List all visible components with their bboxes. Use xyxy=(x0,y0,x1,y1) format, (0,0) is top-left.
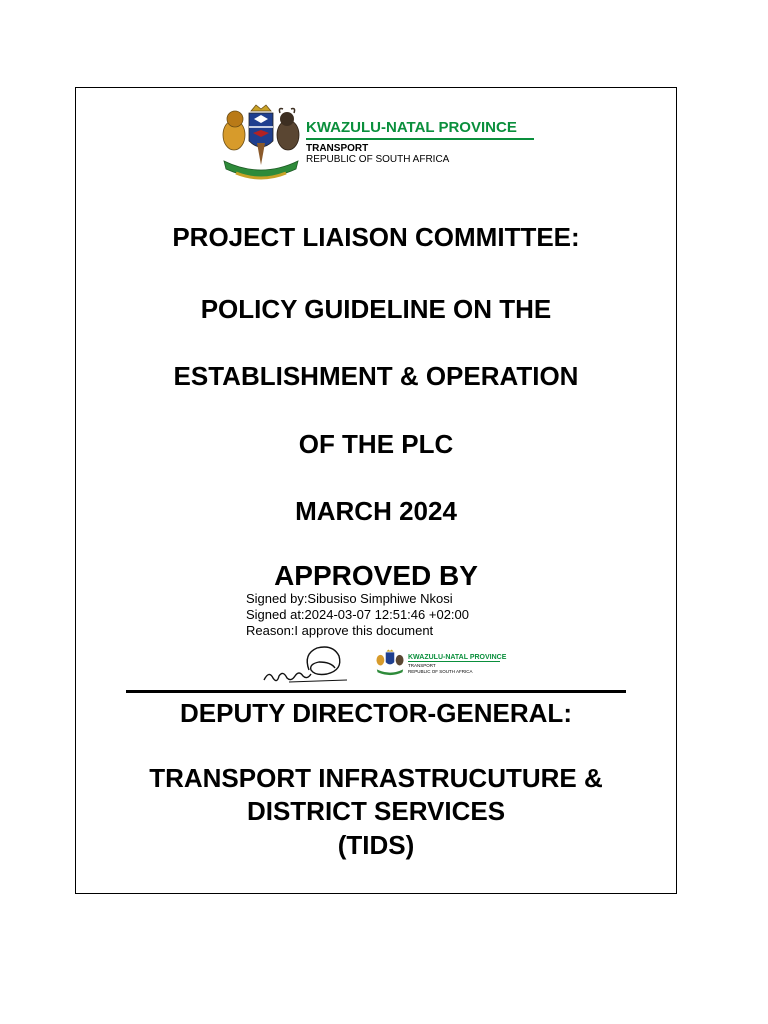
coat-of-arms-icon xyxy=(216,103,306,183)
country-name: REPUBLIC OF SOUTH AFRICA xyxy=(306,154,450,165)
approved-by-heading: APPROVED BY xyxy=(274,560,478,591)
signature-stamp-logo xyxy=(374,646,507,680)
unit-abbreviation: (TIDS) xyxy=(337,830,415,860)
stamp-province: KWAZULU-NATAL PROVINCE xyxy=(408,654,507,661)
province-name: KWAZULU-NATAL PROVINCE xyxy=(306,119,534,140)
signed-at-text: Signed at:2024-03-07 12:51:46 +02:00 xyxy=(246,607,469,622)
mini-coat-of-arms-icon xyxy=(374,646,406,680)
document-title-line-4: OF THE PLC xyxy=(298,429,454,459)
document-date: MARCH 2024 xyxy=(295,496,457,526)
signatory-role: DEPUTY DIRECTOR-GENERAL: xyxy=(180,698,572,728)
signed-by-text: Signed by:Sibusiso Simphiwe Nkosi xyxy=(246,591,453,606)
department-name: TRANSPORT xyxy=(306,143,369,154)
document-title-line-1: PROJECT LIAISON COMMITTEE: xyxy=(172,222,580,252)
department-logo xyxy=(216,103,541,183)
document-title-line-3: ESTABLISHMENT & OPERATION xyxy=(173,361,579,391)
handwritten-signature xyxy=(259,640,354,688)
signature-reason-text: Reason:I approve this document xyxy=(246,623,434,638)
document-title-line-2: POLICY GUIDELINE ON THE xyxy=(200,294,552,324)
signature-line xyxy=(126,690,626,693)
document-page xyxy=(75,87,677,894)
unit-name-line-1: TRANSPORT INFRASTRUCUTURE & xyxy=(149,763,603,793)
unit-name-line-2: DISTRICT SERVICES xyxy=(246,796,506,826)
stamp-country: REPUBLIC OF SOUTH AFRICA xyxy=(408,669,473,674)
stamp-department: TRANSPORT xyxy=(408,663,436,668)
